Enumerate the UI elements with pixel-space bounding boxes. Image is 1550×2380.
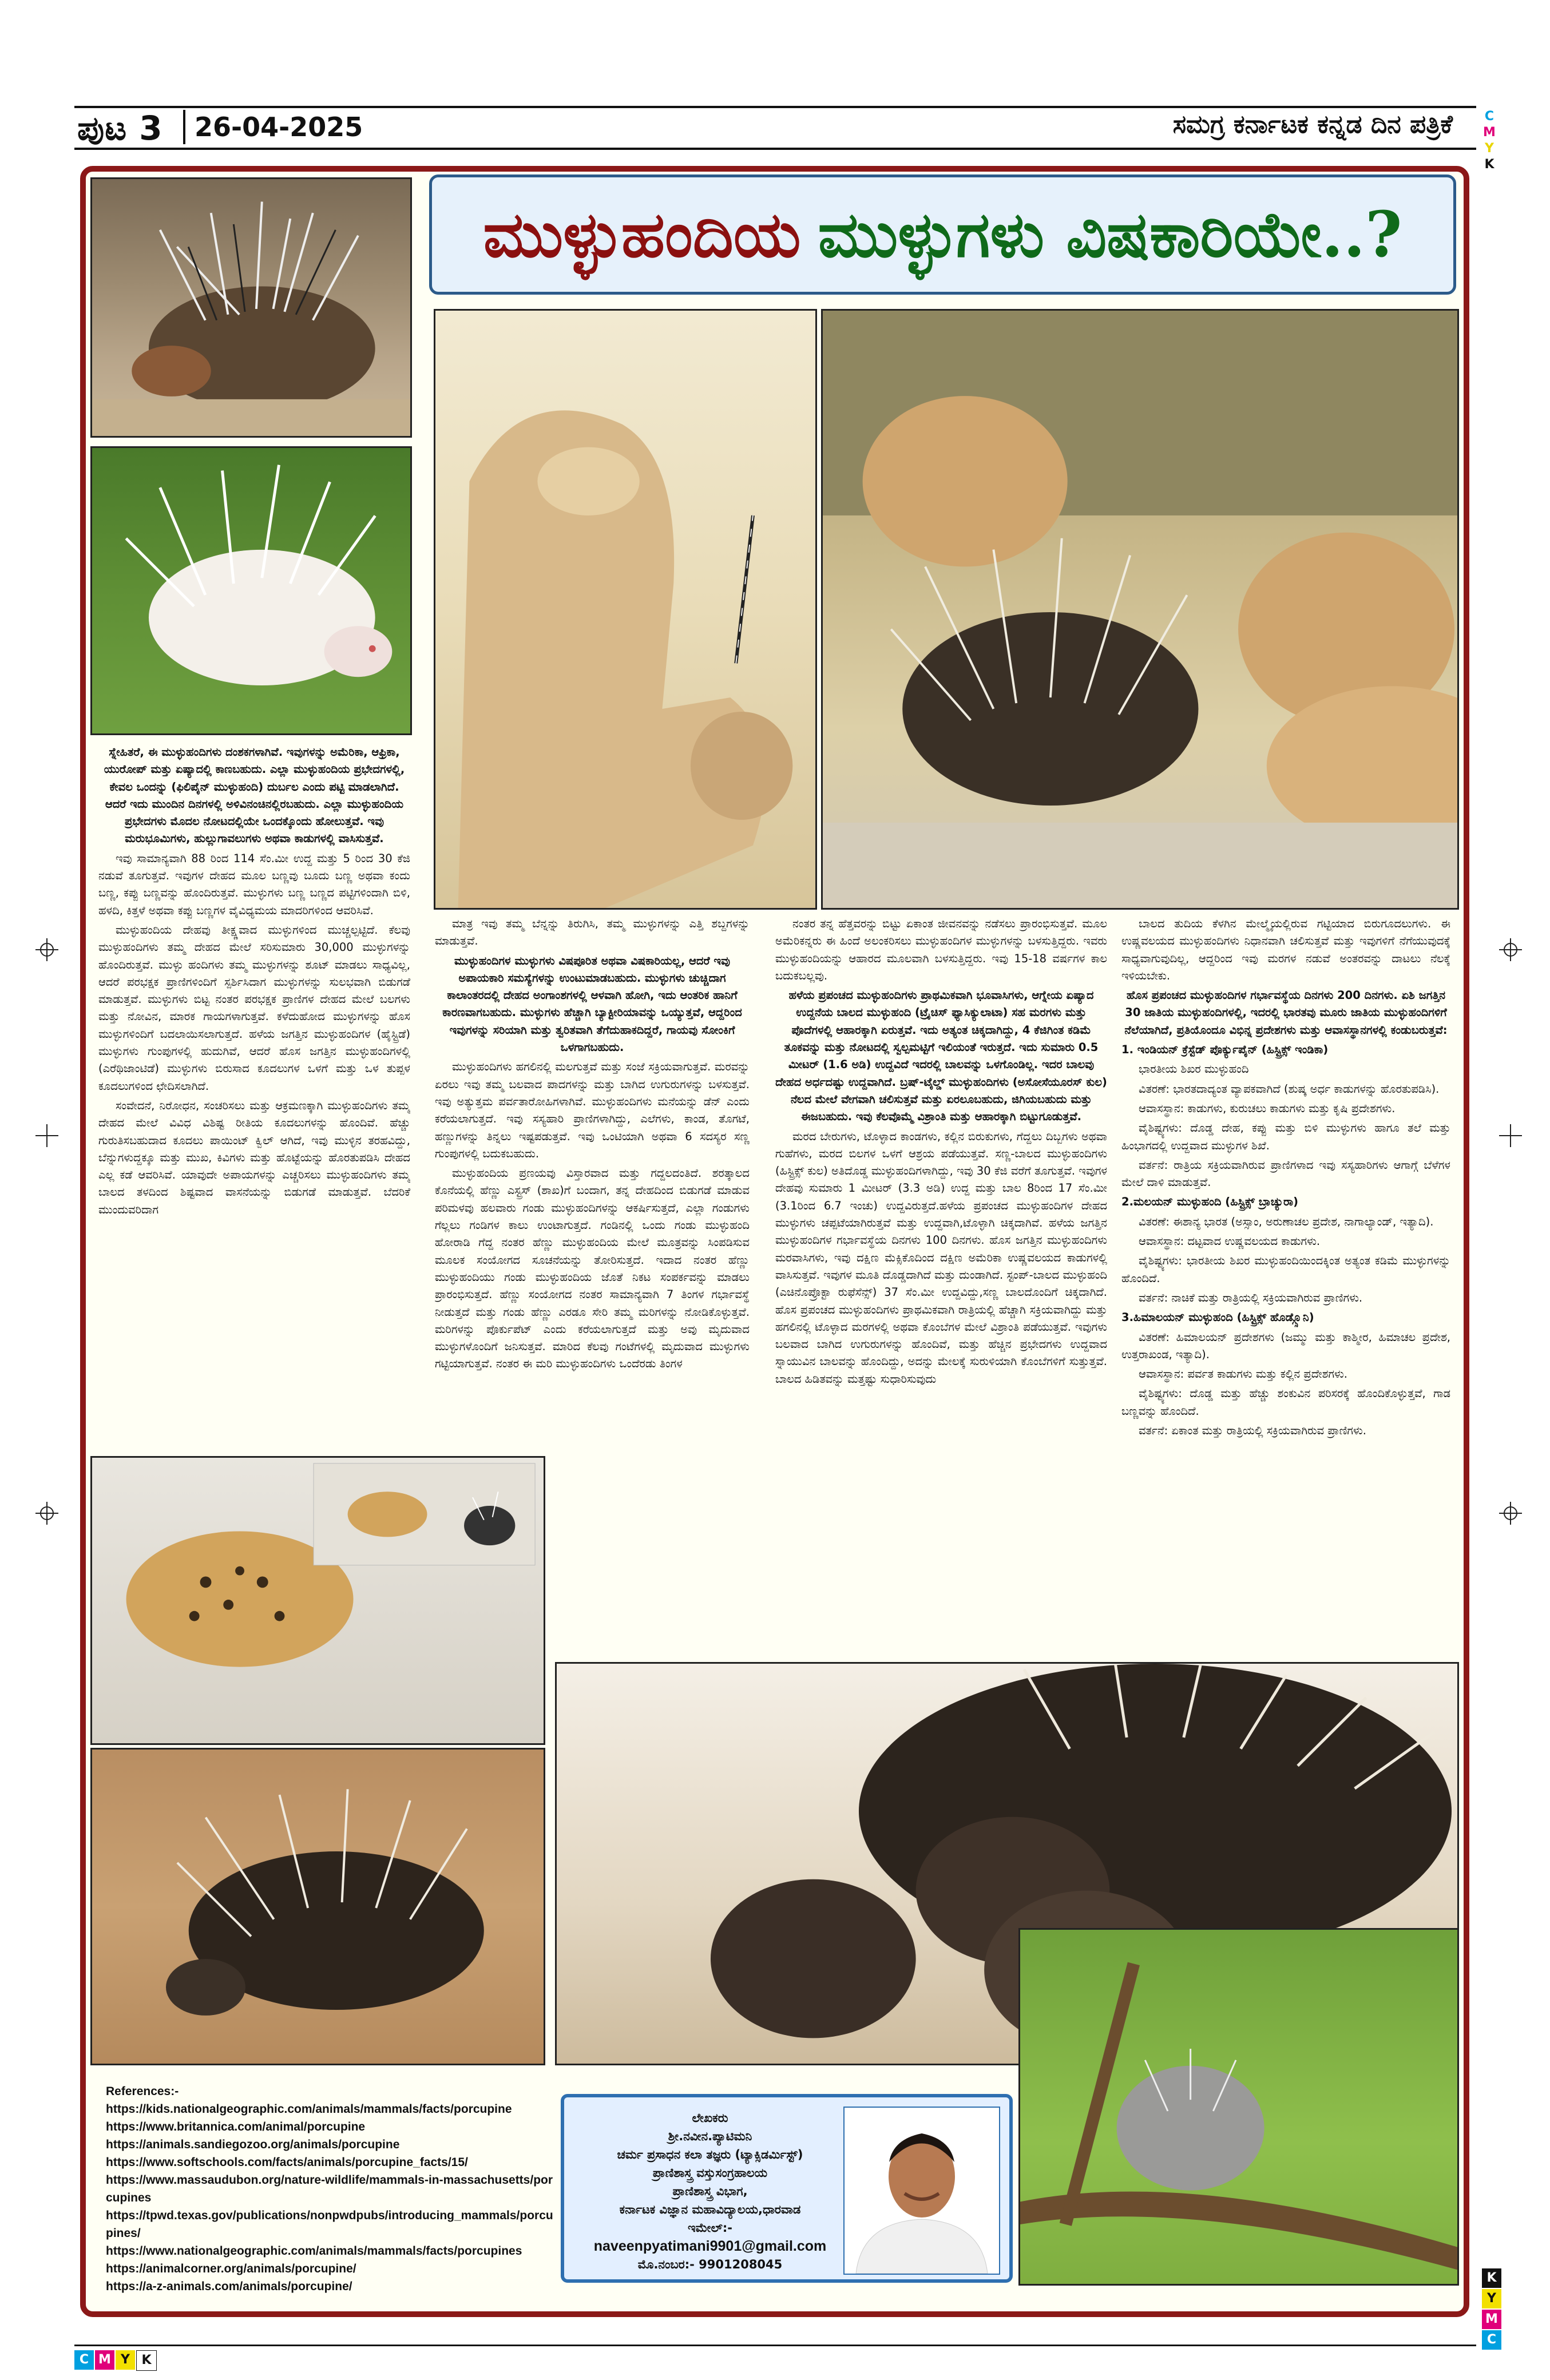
headline-part-1: ಮುಳ್ಳುಹಂದಿಯ: [483, 197, 801, 271]
col2-paragraph-bold: ಮುಳ್ಳುಹಂದಿಗಳ ಮುಳ್ಳುಗಳು ವಿಷಪೂರಿತ ಅಥವಾ ವಿಷಕಾರಿಯಲ್ಲ, ಆದರೆ ಇವು ಅಪಾಯಕಾರಿ ಸಮಸ್ಯೆಗಳನ್ನು ಉಂಟುಮಾಡಬಹುದು. ಮುಳ್ಳುಗಳು ಚುಚ್ಚಿದಾಗ ಕಾಲಾಂತರದಲ್ಲಿ ದೇಹದ ಅಂಗಾಂಶಗಳಲ್ಲಿ ಆಳವಾಗಿ ಹೋಗಿ, ಇದು ಆಂತರಿಕ ಹಾನಿಗೆ ಕಾರಣವಾಗಬಹುದು. ಮುಳ್ಳುಗಳು ಹೆಚ್ಚಾಗಿ ಬ್ಯಾಕ್ಟೀರಿಯಾವನ್ನು ಒಯ್ಯುತ್ತವೆ, ಆದ್ದರಿಂದ ಇವುಗಳನ್ನು ಸರಿಯಾಗಿ ಮತ್ತು ತ್ವರಿತವಾಗಿ ತೆಗೆದುಹಾಕದಿದ್ದರೆ, ಗಾಯವು ಸೋಂಕಿಗೆ ಒಳಗಾಗಬಹುದು.: [442, 954, 742, 1054]
references-heading: References:-: [106, 2085, 179, 2098]
lions-and-porcupine-photo: [821, 309, 1459, 910]
author-email[interactable]: naveenpyatimani9901@gmail.com: [593, 2238, 827, 2254]
author-label: ಲೇಖಕರು: [692, 2111, 728, 2125]
author-box: [561, 2094, 1013, 2283]
author-institution: ಕರ್ನಾಟಕ ವಿಜ್ಞಾನ ಮಹಾವಿದ್ಯಾಲಯ,ಧಾರವಾಡ: [619, 2203, 801, 2216]
col2-paragraph: ಮುಳ್ಳುಹಂದಿಯ ಪ್ರಣಯವು ವಿಸ್ತಾರವಾದ ಮತ್ತು ಗದ್ದಲದಂತಿದೆ. ಶರತ್ಕಾಲದ ಕೊನೆಯಲ್ಲಿ ಹೆಣ್ಣು ಎಸ್ಟ್ರಸ್ (ಶಾಖ)ಗೆ ಬಂದಾಗ, ತನ್ನ ದೇಹದಿಂದ ಬಿಡುಗಡೆ ಮಾಡುವ ಪರಿಮಳವು ಹಲವಾರು ಗಂಡು ಮುಳ್ಳುಹಂದಿಗಳನ್ನು ಆಕರ್ಷಿಸುತ್ತದೆ, ಎಲ್ಲಾ ಗಂಡುಗಳು ಗೆಲ್ಲಲು ಗಂಡಿಗಳ ಕಾಲು ಉಂಟಾಗುತ್ತದೆ. ಗಂಡಿನಲ್ಲಿ ಒಂದು ಗಂಡು ಮುಳ್ಳುಹಂದಿ ಹೋರಾಡಿ ಗೆದ್ದ ನಂತರ ಹೆಣ್ಣು ಮುಳ್ಳುಹಂದಿಯ ಮೇಲೆ ಮೂತ್ರವನ್ನು ಸಿಂಪಡಿಸುವ ಮೂಲಕ ಸಂಯೋಗದ ಸೂಚನೆಯನ್ನು ತೋರಿಸುತ್ತದೆ. ಇದಾದ ನಂತರ ಹೆಣ್ಣು ಮುಳ್ಳುಹಂದಿಯು ಗಂಡು ಮುಳ್ಳುಹಂದಿಯ ಜೊತೆ ನಿಕಟ ಸಂಪರ್ಕವನ್ನು ಮಾಡಲು ಪ್ರಾರಂಭಿಸುತ್ತದೆ. ಹೆಣ್ಣು ಸಂಯೋಗದ ನಂತರ ಸಾಮಾನ್ಯವಾಗಿ 7 ತಿಂಗಳ ಗರ್ಭಾವಸ್ಥೆ ನೀಡುತ್ತದೆ ಮತ್ತು ಗಂಡು ಹೆಣ್ಣು ಎರಡೂ ಸೇರಿ ತಮ್ಮ ಮರಿಗಳನ್ನು ನೋಡಿಕೊಳ್ಳುತ್ತವೆ. ಮರಿಗಳನ್ನು ಪೊರ್ಕುಪೆಟ್ ಎಂದು ಕರೆಯಲಾಗುತ್ತದೆ ಮತ್ತು ಅವು ಮೃದುವಾದ ಮುಳ್ಳುಗಳೊಂದಿಗೆ ಜನಿಸುತ್ತವೆ. ಮಾರಿದ ಕೆಲವು ಗಂಟೆಗಳಲ್ಲಿ ಮೃದುವಾದ ಮುಳ್ಳುಗಳು ಗಟ್ಟಿಯಾಗುತ್ತವೆ. ನಂತರ ಈ ಮರಿ ಮುಳ್ಳುಹಂದಿಗಳು ಒಂದೆರಡು ತಿಂಗಳ: [435, 1167, 750, 1371]
col1-paragraph: ಮುಳ್ಳುಹಂದಿಯ ದೇಹವು ತೀಕ್ಷ್ಣವಾದ ಮುಳ್ಳುಗಳಿಂದ ಮುಚ್ಚಲ್ಪಟ್ಟಿದೆ. ಕೆಲವು ಮುಳ್ಳುಹಂದಿಗಳು ತಮ್ಮ ದೇಹದ ಮೇಲೆ ಸರಿಸುಮಾರು 30,000 ಮುಳ್ಳುಗಳನ್ನು ಹೊಂದಿರುತ್ತವೆ. ಮುಳ್ಳು ಹಂದಿಗಳು ತಮ್ಮ ಮುಳ್ಳುಗಳನ್ನು ಶೂಟ್ ಮಾಡಲು ಸಾಧ್ಯವಿಲ್ಲ, ಆದರೆ ಪರಭಕ್ಷಕ ಪ್ರಾಣಿಗಳಿಂದಿಗೆ ಸ್ಪರ್ಶಿಸಿದಾಗ ಮುಳ್ಳುಗಳನ್ನು ಸುಲಭವಾಗಿ ಬಿಡುಗಡೆ ಮಾಡುತ್ತವೆ. ಮುಳ್ಳುಗಳು ಬಿಟ್ಟ ನಂತರ ಪರಭಕ್ಷಕ ಪ್ರಾಣಿಗಳ ದೇಹದ ಮೇಲೆ ಬಲಗಳು ಮತ್ತು ನೋವಿನ, ಮಾರಕ ಗಾಯಗಳಾಗುತ್ತವೆ. ಕಳೆದುಹೋದ ಮುಳ್ಳುಗಳನ್ನು ಹೊಸ ಮುಳ್ಳುಗಳಿಂದಿಗೆ ಬದಲಾಯಿಸಲಾಗುತ್ತದೆ. ಹಳೆಯ ಜಗತ್ತಿನ ಮುಳ್ಳುಹಂದಿಗಳ (ಹೈಸ್ಟ್ರಿಡೆ) ಮುಳ್ಳುಗಳು ಗುಂಪುಗಳಲ್ಲಿ ಹುದುಗಿವೆ, ಆದರೆ ಹೊಸ ಜಗತ್ತಿನ ಮುಳ್ಳುಹಂದಿಗಳಲ್ಲಿ (ಎರೆಥಿಜಾಂಟಿಡೆ) ಮುಳ್ಳುಗಳು ಬಿರುಸಾದ ಕೂದಲುಗಳ ಒಳಗೆ ಮತ್ತು ಒಳ ತುಪ್ಪಳ ಕೂದಲುಗಳಿಂದ ಛೇದಿಸಲಾಗಿದೆ.: [98, 923, 410, 1093]
species-detail: ವಿತರಣೆ: ಈಶಾನ್ಯ ಭಾರತ (ಅಸ್ಸಾಂ, ಅರುಣಾಚಲ ಪ್ರದೇಶ, ನಾಗಾಲ್ಯಾಂಡ್, ಇತ್ಯಾದಿ).: [1139, 1215, 1434, 1228]
reference-link[interactable]: https://www.softschools.com/facts/animals/porcupine_facts/15/: [106, 2156, 468, 2169]
species-title: 2.ಮಲಯನ್ ಮುಳ್ಳುಹಂದಿ (ಹಿಸ್ಟ್ರಿಕ್ಸ್ ಬ್ರಾಚ್ಯುರಾ): [1121, 1195, 1299, 1209]
species-detail: ವೈಶಿಷ್ಟ್ಯಗಳು: ಭಾರತೀಯ ಶಿಖರ ಮುಳ್ಳುಹಂದಿಯಿಂದಕ್ಕಿಂತ ಅತ್ಯಂತ ಕಡಿಮೆ ಮುಳ್ಳುಗಳನ್ನು ಹೊಂದಿದೆ.: [1121, 1254, 1450, 1285]
registration-mark-icon: [1499, 1502, 1522, 1525]
reference-link[interactable]: https://a-z-animals.com/animals/porcupine/: [106, 2280, 352, 2293]
porcupine-photo-1: [90, 177, 412, 438]
species-detail: ವರ್ತನೆ: ನಾಚಿಕೆ ಮತ್ತು ರಾತ್ರಿಯಲ್ಲಿ ಸಕ್ರಿಯವಾಗಿರುವ ಪ್ರಾಣಿಗಳು.: [1139, 1291, 1363, 1304]
col1-paragraph: ಸಂವೇದನೆ, ನಿರೋಧನ, ಸಂಚರಿಸಲು ಮತ್ತು ಆಕ್ರಮಣಕ್ಕಾಗಿ ಮುಳ್ಳುಹಂದಿಗಳು ತಮ್ಮ ದೇಹದ ಮೇಲೆ ವಿವಿಧ ವಿಶಿಷ್ಟ ರೀತಿಯ ಕೂದಲುಗಳನ್ನು ಹೊಂದಿವೆ. ಹೆಚ್ಚು ಗುರುತಿಸಬಹುದಾದ ಕೂದಲು ಪಾಯಿಂಟ್ ಕ್ವಿಲ್ ಆಗಿದೆ, ಇವು ಮುಳ್ಳಿನ ತರಹವಿದ್ದು, ಬೆನ್ನುಗಳುದ್ದಕ್ಕೂ ಮತ್ತು ಮುಖ, ಕಿವಿಗಳು ಮತ್ತು ಹೊಟ್ಟೆಯನ್ನು ಹೊರತುಪಡಿಸಿ ದೇಹದ ಎಲ್ಲ ಕಡೆ ಆವರಿಸಿವೆ. ಯಾವುದೇ ಅಪಾಯಗಳನ್ನು ಎಚ್ಚರಿಸಲು ಮುಳ್ಳುಹಂದಿಗಳು ತಮ್ಮ ಬಾಲದ ತಳದಿಂದ ಶಿಷ್ಟವಾದ ವಾಸನೆಯನ್ನು ಬಿಡುಗಡೆ ಮಾಡುತ್ತವೆ. ಬೆದರಿಕೆ ಮುಂದುವರಿದಾಗ: [98, 1098, 410, 1216]
reference-link[interactable]: https://animalcorner.org/animals/porcupine/: [106, 2262, 356, 2275]
article-column-3: [775, 915, 1107, 1659]
author-role: ಚರ್ಮ ಪ್ರಸಾಧನ ಕಲಾ ತಜ್ಞರು (ಟ್ಯಾಕ್ಸಿಡರ್ಮಿಸ್ಟ್): [617, 2148, 803, 2161]
reference-link[interactable]: https://animals.sandiegozoo.org/animals/porcupine: [106, 2138, 400, 2151]
lioness-with-quill-photo: [434, 309, 817, 910]
col4-paragraph-bold: ಹೊಸ ಪ್ರಪಂಚದ ಮುಳ್ಳುಹಂದಿಗಳ ಗರ್ಭಾವಸ್ಥೆಯ ದಿನಗಳು 200 ದಿನಗಳು. ಏಶಿ ಜಗತ್ತಿನ 30 ಜಾತಿಯ ಮುಳ್ಳುಹಂದಿಗಳಲ್ಲಿ, ಇದರಲ್ಲಿ ಭಾರತವು ಮೂರು ಜಾತಿಯ ಮುಳ್ಳುಹಂದಿಗಳಿಗೆ ನೆಲೆಯಾಗಿದೆ, ಪ್ರತಿಯೊಂದೂ ವಿಭಿನ್ನ ಪ್ರದೇಶಗಳು ಮತ್ತು ಆವಾಸಸ್ಥಾನಗಳಲ್ಲಿ ಕಂಡುಬರುತ್ತವೆ:: [1124, 989, 1448, 1037]
species-detail: ವರ್ತನೆ: ಏಕಾಂತ ಮತ್ತು ರಾತ್ರಿಯಲ್ಲಿ ಸಕ್ರಿಯವಾಗಿರುವ ಪ್ರಾಣಿಗಳು.: [1139, 1424, 1366, 1438]
header-divider: [183, 110, 185, 144]
author-phone: ಮೊ.ನಂಬರ:- 9901208045: [637, 2258, 783, 2271]
footer-rule: [74, 2345, 1476, 2346]
albino-porcupine-photo: [90, 446, 412, 735]
col2-paragraph: ಮುಳ್ಳುಹಂದಿಗಳು ಹಗಲಿನಲ್ಲಿ ಮಲಗುತ್ತವೆ ಮತ್ತು ಸಂಜೆ ಸಕ್ರಿಯವಾಗುತ್ತವೆ. ಮರವನ್ನು ಏರಲು ಇವು ತಮ್ಮ ಬಲವಾದ ಪಾದಗಳನ್ನು ಮತ್ತು ಬಾಗಿದ ಉಗುರುಗಳನ್ನು ಬಳಸುತ್ತವೆ. ಇವು ಅತ್ಯುತ್ತಮ ಪರ್ವತಾರೋಹಿಗಳಾಗಿವೆ. ಮುಳ್ಳುಹಂದಿಗಳು ಮನೆಯನ್ನು ಡೆನ್ ಎಂದು ಕರೆಯಲಾಗುತ್ತದೆ. ಇವು ಸಸ್ಯಹಾರಿ ಪ್ರಾಣಿಗಳಾಗಿದ್ದು, ಎಲೆಗಳು, ಕಾಂಡ, ತೊಗಟೆ, ಹಣ್ಣುಗಳನ್ನು ತಿನ್ನಲು ಇಷ್ಟಪಡುತ್ತವೆ. ಇವು ಒಂಟಿಯಾಗಿ ಅಥವಾ 6 ಸದಸ್ಯರ ಸಣ್ಣ ಗುಂಪುಗಳಲ್ಲಿ ಬದುಕಬಹುದು.: [435, 1060, 750, 1160]
species-detail: ವಿತರಣೆ: ಹಿಮಾಲಯನ್ ಪ್ರದೇಶಗಳು (ಜಮ್ಮು ಮತ್ತು ಕಾಶ್ಮೀರ, ಹಿಮಾಚಲ ಪ್ರದೇಶ, ಉತ್ತರಾಖಂಡ, ಇತ್ಯಾದಿ).: [1121, 1330, 1450, 1361]
article-column-2: [435, 915, 750, 1659]
species-detail: ಭಾರತೀಯ ಶಿಖರ ಮುಳ್ಳುಹಂದಿ: [1139, 1062, 1249, 1076]
author-name: ಶ್ರೀ.ನವೀನ.ಪ್ಯಾಟಿಮನಿ: [668, 2129, 752, 2143]
reference-link[interactable]: https://www.nationalgeographic.com/animals/mammals/facts/porcupines: [106, 2244, 522, 2258]
reference-link[interactable]: https://www.massaudubon.org/nature-wildlife/mammals-in-massachusetts/porcupines: [106, 2173, 553, 2204]
headline-box: [429, 174, 1456, 295]
author-details: [576, 2109, 845, 2274]
registration-mark-icon: [1499, 938, 1522, 961]
author-photo: [843, 2107, 1000, 2275]
registration-mark-icon: [35, 1124, 58, 1147]
publication-name: ಸಮಗ್ರ ಕರ್ನಾಟಕ ಕನ್ನಡ ದಿನ ಪತ್ರಿಕೆ: [1172, 110, 1453, 139]
registration-mark-icon: [35, 938, 58, 961]
col1-paragraph: ಇವು ಸಾಮಾನ್ಯವಾಗಿ 88 ರಿಂದ 114 ಸೆಂ.ಮೀ ಉದ್ದ ಮತ್ತು 5 ರಿಂದ 30 ಕೆಜಿ ನಡುವೆ ತೂಗುತ್ತವೆ. ಇವುಗಳ ದೇಹದ ಮೂಲ ಬಣ್ಣವು ಬೂದು ಬಣ್ಣ ಅಥವಾ ಕಂದು ಬಣ್ಣ, ಕಪ್ಪು ಬಣ್ಣವನ್ನು ಹೊಂದಿರುತ್ತವೆ. ಮುಳ್ಳುಗಳು ಬಣ್ಣ ಬಣ್ಣದ ಪಟ್ಟಿಗಳಿಂದಾಗಿ ಬಿಳಿ, ಹಳದಿ, ಕಿತ್ತಳೆ ಅಥವಾ ಕಪ್ಪು ಬಣ್ಣಗಳ ವೈವಿಧ್ಯಮಯ ಮಾದರಿಗಳಿಂದ ಆವರಿಸಿವೆ.: [98, 851, 410, 917]
author-department: ಪ್ರಾಣಿಶಾಸ್ತ್ರ ವಿಭಾಗ,: [672, 2184, 748, 2198]
species-detail: ವೈಶಿಷ್ಟ್ಯಗಳು: ದೊಡ್ಡ ದೇಹ, ಕಪ್ಪು ಮತ್ತು ಬಿಳಿ ಮುಳ್ಳುಗಳು ಹಾಗೂ ತಲೆ ಮತ್ತು ಹಿಂಭಾಗದಲ್ಲಿ ಉದ್ದವಾದ ಮುಳ್ಳುಗಳ ಶಿಖೆ.: [1121, 1121, 1450, 1152]
issue-date: 26-04-2025: [195, 112, 363, 142]
col3-paragraph-bold: ಹಳೆಯ ಪ್ರಪಂಚದ ಮುಳ್ಳುಹಂದಿಗಳು ಪ್ರಾಥಮಿಕವಾಗಿ ಭೂವಾಸಿಗಳು, ಆಗ್ನೇಯ ಏಷ್ಯಾದ ಉದ್ದನೆಯ ಬಾಲದ ಮುಳ್ಳುಹಂದಿ (ಟ್ರೈಚಿಸ್ ಫ್ಯಾಸಿಕ್ಯುಲಾಟಾ) ಸಹ ಮರಗಳು ಮತ್ತು ಪೊದೆಗಳಲ್ಲಿ ಆಹಾರಕ್ಕಾಗಿ ಏರುತ್ತವೆ. ಇದು ಅತ್ಯಂತ ಚಿಕ್ಕದಾಗಿದ್ದು, 4 ಕೆಜಿಗಿಂತ ಕಡಿಮೆ ತೂಕವನ್ನು ಮತ್ತು ನೋಟದಲ್ಲಿ ಸ್ವಲ್ಪಮಟ್ಟಿಗೆ ಇಲಿಯಂತೆ ಇರುತ್ತದೆ. ಇದು ಸುಮಾರು 0.5 ಮೀಟರ್ (1.6 ಅಡಿ) ಉದ್ದವಿದೆ ಇದರಲ್ಲಿ ಬಾಲವನ್ನು ಒಳಗೊಂಡಿಲ್ಲ. ಇದರ ಬಾಲವು ದೇಹದ ಅರ್ಧದಷ್ಟು ಉದ್ದವಾಗಿದೆ. ಬ್ರಷ್-ಟೈಲ್ಡ್ ಮುಳ್ಳುಹಂದಿಗಳು (ಅಸೋಸೆಯೂರಸ್ ಕುಲ) ನೆಲದ ಮೇಲೆ ವೇಗವಾಗಿ ಚಲಿಸುತ್ತವೆ ಮತ್ತು ಏರಲೂಬಹುದು, ಜಿಗಿಯಬಹುದು ಮತ್ತು ಈಜಬಹುದು. ಇವು ಕೆಲವೊಮ್ಮೆ ವಿಶ್ರಾಂತಿ ಮತ್ತು ಆಹಾರಕ್ಕಾಗಿ ಬಿಟ್ಟುಗೂಡುತ್ತವೆ.: [775, 989, 1107, 1124]
walking-porcupine-photo: [90, 1748, 545, 2065]
article-column-4: [1121, 915, 1450, 1659]
author-email-label: ಇಮೇಲ್:-: [687, 2221, 733, 2235]
header-rule-top: [74, 106, 1476, 108]
species-detail: ಆವಾಸಸ್ಥಾನ: ಕಾಡುಗಳು, ಕುರುಚಲು ಕಾಡುಗಳು ಮತ್ತು ಕೃಷಿ ಪ್ರದೇಶಗಳು.: [1139, 1101, 1396, 1115]
species-detail: ವೈಶಿಷ್ಟ್ಯಗಳು: ದೊಡ್ಡ ಮತ್ತು ಹೆಚ್ಚು ಶಂಕುವಿನ ಪರಿಸರಕ್ಕೆ ಹೊಂದಿಕೊಳ್ಳುತ್ತವೆ, ಗಾಡ ಬಣ್ಣವನ್ನು ಹೊಂದಿದೆ.: [1121, 1387, 1450, 1418]
article-column-1: [98, 744, 410, 1453]
header-rule-bottom: [74, 148, 1476, 150]
reference-link[interactable]: https://kids.nationalgeographic.com/animals/mammals/facts/porcupine: [106, 2103, 512, 2116]
col3-paragraph: ನಂತರ ತನ್ನ ಹೆತ್ತವರನ್ನು ಬಿಟ್ಟು ಏಕಾಂತ ಜೀವನವನ್ನು ನಡೆಸಲು ಪ್ರಾರಂಭಿಸುತ್ತವೆ. ಮೂಲ ಅಮೆರಿಕನ್ನರು ಈ ಹಿಂದೆ ಅಲಂಕರಿಸಲು ಮುಳ್ಳುಹಂದಿಗಳ ಮುಳ್ಳುಗಳನ್ನು ಬಳಸುತ್ತಿದ್ದರು. ಇವರು ಮುಳ್ಳುಹಂದಿಯನ್ನು ಆಹಾರದ ಮೂಲವಾಗಿ ಬಳಸುತ್ತಿದ್ದರು. ಇವು 15-18 ವರ್ಷಗಳ ಕಾಲ ಬದುಕಬಲ್ಲವು.: [775, 917, 1107, 982]
registration-mark-icon: [35, 1502, 58, 1525]
col4-paragraph: ಬಾಲದ ತುದಿಯ ಕೆಳಗಿನ ಮೇಲ್ಮೈಯಲ್ಲಿರುವ ಗಟ್ಟಿಯಾದ ಬಿರುಗೂದಲುಗಳು. ಈ ಉಷ್ಣವಲಯದ ಮುಳ್ಳುಹಂದಿಗಳು ನಿಧಾನವಾಗಿ ಚಲಿಸುತ್ತವೆ ಮತ್ತು ಇವುಗಳಿಗೆ ನೆಗೆಯುವುದಕ್ಕೆ ಸಾಧ್ಯವಾಗುವುದಿಲ್ಲ, ಆದ್ದರಿಂದ ಇವು ಮರಗಳ ನಡುವೆ ಅಂತರವನ್ನು ದಾಟಲು ನೆಲಕ್ಕೆ ಇಳಿಯಬೇಕು.: [1121, 917, 1450, 982]
registration-mark-icon: [1499, 1124, 1522, 1147]
reference-link[interactable]: https://www.britannica.com/animal/porcupine: [106, 2120, 366, 2133]
col2-paragraph: ಮಾತ್ರ ಇವು ತಮ್ಮ ಬೆನ್ನನ್ನು ತಿರುಗಿಸಿ, ತಮ್ಮ ಮುಳ್ಳುಗಳನ್ನು ಎತ್ತಿ ಶಬ್ದಗಳನ್ನು ಮಾಡುತ್ತವೆ.: [435, 917, 750, 948]
porcupine-on-branch-photo: [1018, 1928, 1459, 2286]
species-title: 1. ಇಂಡಿಯನ್ ಕ್ರೆಸ್ಟೆಡ್ ಪೊರ್ಕ್ಯುಪೈನ್ (ಹಿಸ್ಟ್ರಿಕ್ಸ್ ಇಂಡಿಕಾ): [1121, 1043, 1329, 1057]
page-number: ಪುಟ 3: [77, 109, 163, 148]
references-block: [106, 2082, 558, 2295]
color-bar-top: C M Y K: [1483, 109, 1496, 172]
species-detail: ವರ್ತನೆ: ರಾತ್ರಿಯ ಸಕ್ರಿಯವಾಗಿರುವ ಪ್ರಾಣಿಗಳಾದ ಇವು ಸಸ್ಯಹಾರಿಗಳು ಆಗಾಗ್ಗೆ ಬೆಳೆಗಳ ಮೇಲೆ ದಾಳಿ ಮಾಡುತ್ತವೆ.: [1121, 1158, 1450, 1189]
species-detail: ಆವಾಸಸ್ಥಾನ: ದಟ್ಟವಾದ ಉಷ್ಣವಲಯದ ಕಾಡುಗಳು.: [1139, 1235, 1321, 1248]
species-detail: ಆವಾಸಸ್ಥಾನ: ಪರ್ವತ ಕಾಡುಗಳು ಮತ್ತು ಕಲ್ಲಿನ ಪ್ರದೇಶಗಳು.: [1139, 1367, 1347, 1381]
species-title: 3.ಹಿಮಾಲಯನ್ ಮುಳ್ಳುಹಂದಿ (ಹಿಸ್ಟ್ರಿಕ್ಸ್ ಹೊಡ್ಗ್ಸೊನಿ): [1121, 1311, 1314, 1324]
author-department: ಪ್ರಾಣಿಶಾಸ್ತ್ರ ವಸ್ತುಸಂಗ್ರಹಾಲಯ: [652, 2166, 768, 2180]
species-detail: ವಿತರಣೆ: ಭಾರತದಾದ್ಯಂತ ವ್ಯಾಪಕವಾಗಿದೆ (ಶುಷ್ಕ ಅರ್ಧ ಕಾಡುಗಳನ್ನು ಹೊರತುಪಡಿಸಿ).: [1139, 1082, 1440, 1096]
col3-paragraph: ಮರದ ಬೇರುಗಳು, ಟೊಳ್ಳಾದ ಕಾಂಡಗಳು, ಕಲ್ಲಿನ ಬಿರುಕುಗಳು, ಗೆದ್ದಲು ದಿಬ್ಬಗಳು ಅಥವಾ ಗುಹೆಗಳು, ಮರದ ಬಿಲಗಳ ಒಳಗೆ ಆಶ್ರಯ ಪಡೆಯುತ್ತವೆ. ಸಣ್ಣ-ಬಾಲದ ಮುಳ್ಳುಹಂದಿಗಳು (ಹಿಸ್ಟ್ರಿಕ್ಸ್ ಕುಲ) ಅತಿದೊಡ್ಡ ಮುಳ್ಳುಹಂದಿಗಳಾಗಿದ್ದು, ಇವು 30 ಕೆಜಿ ವರೆಗೆ ತೂಗುತ್ತವೆ. ಇವುಗಳ ದೇಹವು ಸುಮಾರು 1 ಮೀಟರ್ (3.3 ಅಡಿ) ಉದ್ದ ಮತ್ತು ಬಾಲ 8ರಿಂದ 17 ಸೆಂ.ಮೀ (3.1ರಿಂದ 6.7 ಇಂಚು) ಉದ್ದವಿರುತ್ತದೆ.ಹಳೆಯ ಪ್ರಪಂಚದ ಮುಳ್ಳುಹಂದಿಗಳ ದೇಹದ ಮುಳ್ಳುಗಳು ಚಪ್ಪಟೆಯಾಗಿರುತ್ತವೆ ಮತ್ತು ಉದ್ದವಾಗಿ,ಟೊಳ್ಳಾಗಿ ಚಿಕ್ಕದಾಗಿವೆ. ಹಳೆಯ ಜಗತ್ತಿನ ಮುಳ್ಳುಹಂದಿಗಳ ಗರ್ಭಾವಸ್ಥೆಯ ದಿನಗಳು 100 ದಿನಗಳು. ಹೊಸ ಜಗತ್ತಿನ ಮುಳ್ಳುಹಂದಿಗಳು ಮರವಾಸಿಗಳು, ಇವು ದಕ್ಷಿಣ ಮೆಕ್ಸಿಕೊದಿಂದ ದಕ್ಷಿಣ ಅಮೆರಿಕಾ ಉಷ್ಣವಲಯದ ಕಾಡುಗಳಲ್ಲಿ ವಾಸಿಸುತ್ತವೆ. ಇವುಗಳ ಮೂತಿ ದೊಡ್ಡದಾಗಿದೆ ಮತ್ತು ದುಂಡಾಗಿದೆ. ಸ್ಟಂಪ್-ಬಾಲದ ಮುಳ್ಳುಹಂದಿ (ಎಚಿನೊಪ್ರೊಕ್ಟಾ ರುಫೆಸೆನ್ಸ್) 37 ಸೆಂ.ಮೀ ಉದ್ದವಿದ್ದು,ಸಣ್ಣ ಬಾಲದೊಂದಿಗೆ ಚಿಕ್ಕದಾಗಿದೆ. ಹೊಸ ಪ್ರಪಂಚದ ಮುಳ್ಳುಹಂದಿಗಳು ಪ್ರಾಥಮಿಕವಾಗಿ ರಾತ್ರಿಯಲ್ಲಿ ಹೆಚ್ಚಾಗಿ ಸಕ್ರಿಯವಾಗಿದ್ದು ಮತ್ತು ಹಗಲಿನಲ್ಲಿ ಟೊಳ್ಳಾದ ಮರಗಳಲ್ಲಿ ಅಥವಾ ಕೊಂಬೆಗಳ ಮೇಲೆ ವಿಶ್ರಾಂತಿ ಪಡೆಯುತ್ತವೆ. ಇವುಗಳು ಬಲವಾದ ಬಾಗಿದ ಉಗುರುಗಳನ್ನು ಹೊಂದಿವೆ, ಮತ್ತು ಹೆಚ್ಚಿನ ಪ್ರಭೇದಗಳು ಉದ್ದವಾದ ಸ್ನಾಯುವಿನ ಬಾಲವನ್ನು ಹೊಂದಿದ್ದು, ಅದನ್ನು ಮೇಲಕ್ಕೆ ಸುರುಳಿಯಾಗಿ ಕೊಂಬೆಗಳಿಗೆ ಸುತ್ತುತ್ತವೆ. ಬಾಲದ ಹಿಡಿತವನ್ನು ಮತ್ತಷ್ಟು ಸುಧಾರಿಸುವುದು: [775, 1129, 1107, 1386]
headline-part-2: ಮುಳ್ಳುಗಳು ವಿಷಕಾರಿಯೇ..?: [818, 197, 1402, 271]
reference-link[interactable]: https://tpwd.texas.gov/publications/nonpwdpubs/introducing_mammals/porcupines/: [106, 2209, 553, 2240]
col1-paragraph: ಸ್ನೇಹಿತರೆ, ಈ ಮುಳ್ಳುಹಂದಿಗಳು ದಂಶಕಗಳಾಗಿವೆ. ಇವುಗಳನ್ನು ಅಮೆರಿಕಾ, ಆಫ್ರಿಕಾ, ಯುರೋಪ್ ಮತ್ತು ಏಷ್ಯಾದಲ್ಲಿ ಕಾಣಬಹುದು. ಎಲ್ಲಾ ಮುಳ್ಳುಹಂದಿಯ ಪ್ರಭೇದಗಳಲ್ಲಿ, ಕೇವಲ ಒಂದನ್ನು (ಫಿಲಿಪೈನ್ ಮುಳ್ಳುಹಂದಿ) ದುರ್ಬಲ ಎಂದು ಪಟ್ಟಿ ಮಾಡಲಾಗಿದೆ. ಆದರೆ ಇದು ಮುಂದಿನ ದಿನಗಳಲ್ಲಿ ಅಳಿವಿನಂಚಿನಲ್ಲಿರಬಹುದು. ಎಲ್ಲಾ ಮುಳ್ಳುಹಂದಿಯ ಪ್ರಭೇದಗಳು ಮೊದಲ ನೋಟದಲ್ಲಿಯೇ ಒಂದಕ್ಕೊಂದು ಹೋಲುತ್ತವೆ. ಇವು ಮರುಭೂಮಿಗಳು, ಹುಲ್ಲುಗಾವಲುಗಳು ಅಥವಾ ಕಾಡುಗಳಲ್ಲಿ ವಾಸಿಸುತ್ತವೆ.: [104, 745, 405, 846]
